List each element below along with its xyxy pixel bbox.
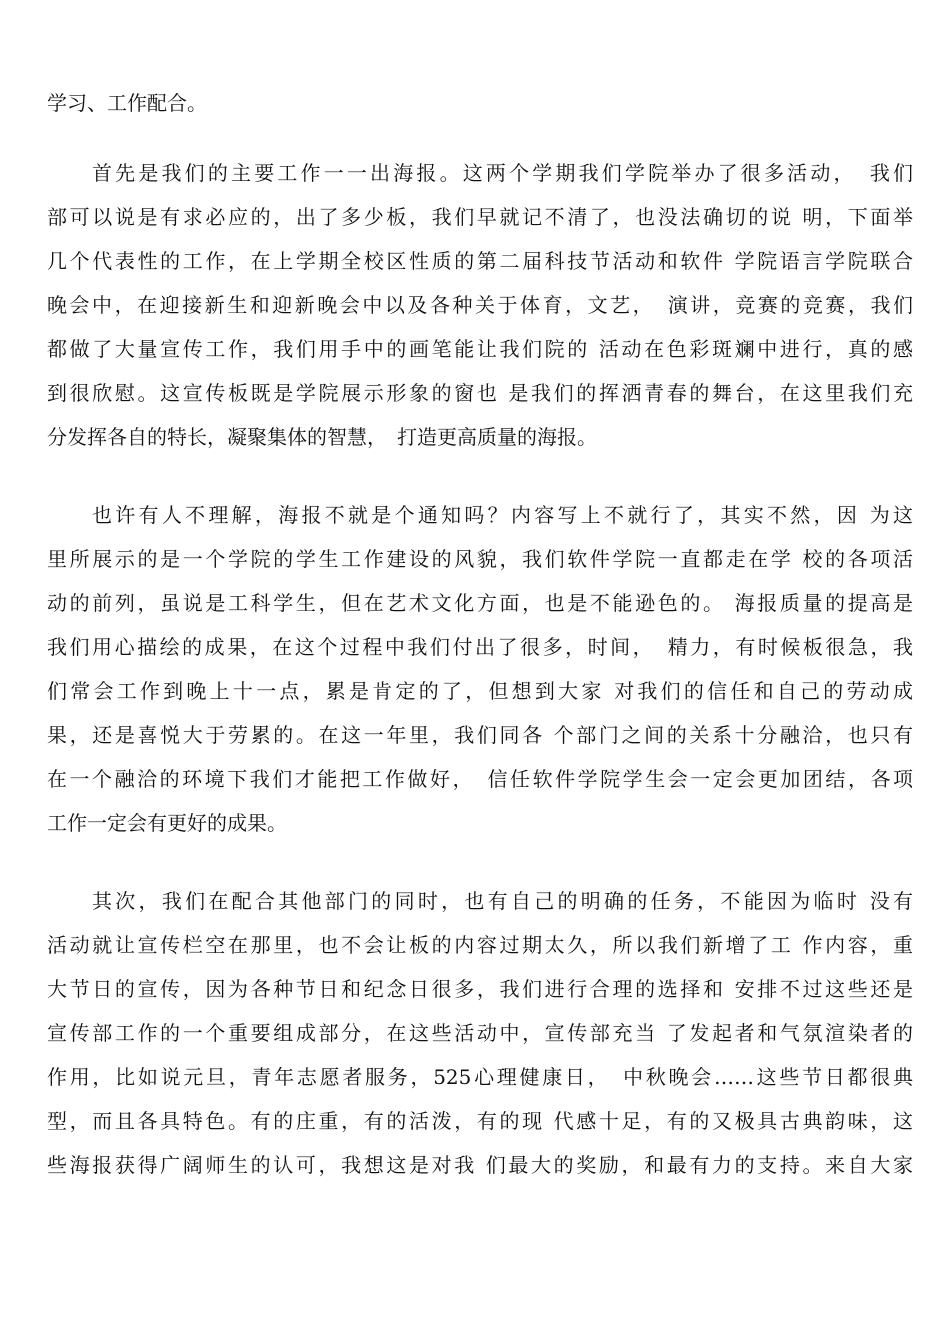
text-line: 些海报获得广阔师生的认可，我想这是对我 们最大的奖励，和最有力的支持。来自大家 bbox=[47, 1153, 913, 1177]
text-line: 果，还是喜悦大于劳累的。在这一年里，我们同各 个部门之间的关系十分融洽，也只有 bbox=[47, 723, 913, 747]
text-line: 活动就让宣传栏空在那里，也不会让板的内容过期太久，所以我们新增了工 作内容，重 bbox=[47, 933, 913, 957]
text-line: 我们用心描绘的成果，在这个过程中我们付出了很多，时间， 精力，有时候板很急，我 bbox=[47, 635, 913, 659]
text-line: 部可以说是有求必应的，出了多少板，我们早就记不清了，也没法确切的说 明，下面举 bbox=[47, 205, 913, 229]
text-line: 到很欣慰。这宣传板既是学院展示形象的窗也 是我们的挥洒青春的舞台，在这里我们充 bbox=[47, 381, 913, 405]
text-line: 在一个融洽的环境下我们才能把工作做好， 信任软件学院学生会一定会更加团结，各项 bbox=[47, 767, 913, 791]
text-line: 大节日的宣传，因为各种节日和纪念日很多，我们进行合理的选择和 安排不过这些还是 bbox=[47, 977, 913, 1001]
text-line: 工作一定会有更好的成果。 bbox=[47, 811, 287, 835]
text-line: 动的前列，虽说是工科学生，但在艺术文化方面，也是不能逊色的。 海报质量的提高是 bbox=[47, 591, 913, 615]
text-line: 学习、工作配合。 bbox=[47, 91, 207, 115]
text-line: 几个代表性的工作，在上学期全校区性质的第二届科技节活动和软件 学院语言学院联合 bbox=[47, 249, 913, 273]
text-line: 型，而且各具特色。有的庄重，有的活泼，有的现 代感十足，有的又极具古典韵味，这 bbox=[47, 1109, 913, 1133]
text-line: 作用，比如说元旦，青年志愿者服务，525心理健康日， 中秋晚会……这些节日都很典 bbox=[47, 1065, 913, 1089]
text-line: 都做了大量宣传工作，我们用手中的画笔能让我们院的 活动在色彩斑斓中进行，真的感 bbox=[47, 337, 913, 361]
text-line: 里所展示的是一个学院的学生工作建设的风貌，我们软件学院一直都走在学 校的各项活 bbox=[47, 547, 913, 571]
paragraph-first-line: 首先是我们的主要工作一一出海报。这两个学期我们学院举办了很多活动， 我们 bbox=[92, 161, 913, 185]
text-line: 宣传部工作的一个重要组成部分，在这些活动中，宣传部充当 了发起者和气氛渲染者的 bbox=[47, 1021, 913, 1045]
paragraph-first-line: 也许有人不理解，海报不就是个通知吗？内容写上不就行了，其实不然，因 为这 bbox=[92, 503, 913, 527]
text-line: 晚会中，在迎接新生和迎新晚会中以及各种关于体育，文艺， 演讲，竞赛的竞赛，我们 bbox=[47, 293, 913, 317]
text-line: 们常会工作到晚上十一点，累是肯定的了，但想到大家 对我们的信任和自己的劳动成 bbox=[47, 679, 913, 703]
paragraph-first-line: 其次，我们在配合其他部门的同时，也有自己的明确的任务，不能因为临时 没有 bbox=[92, 889, 913, 913]
text-line: 分发挥各自的特长，凝聚集体的智慧， 打造更高质量的海报。 bbox=[47, 425, 597, 449]
